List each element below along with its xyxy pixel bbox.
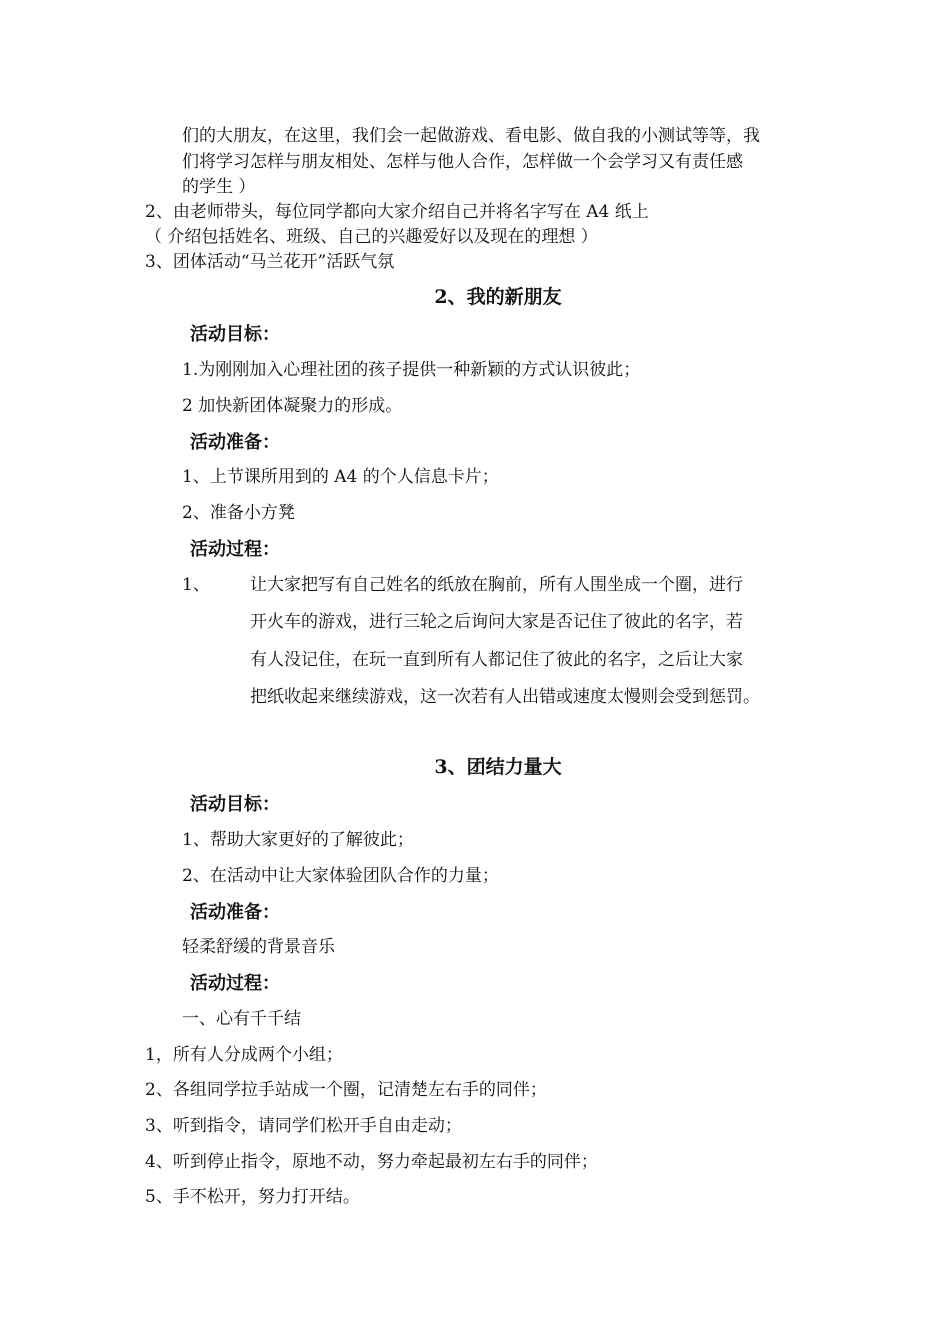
section-2-goal-1: 1.为刚刚加入心理社团的孩子提供一种新颖的方式认识彼此； <box>182 360 641 380</box>
intro-item-2: 2、由老师带头，每位同学都向大家介绍自己并将名字写在 A4 纸上 <box>145 202 649 222</box>
section-3-step-4: 4、听到停止指令，原地不动，努力牵起最初左右手的同伴； <box>145 1152 598 1172</box>
section-2-process-line-3: 有人没记住，在玩一直到所有人都记住了彼此的名字，之后让大家 <box>250 650 743 670</box>
section-3-prep-heading: 活动准备： <box>190 902 280 923</box>
section-2-process-number: 1、 <box>182 575 210 595</box>
section-3-title: 3、团结力量大 <box>434 756 562 778</box>
intro-item-3: 3、团体活动“马兰花开”活跃气氛 <box>145 252 395 272</box>
intro-item-2-note: （ 介绍包括姓名、班级、自己的兴趣爱好以及现在的理想 ） <box>145 227 598 247</box>
section-3-goal-heading: 活动目标： <box>190 794 280 815</box>
section-2-goal-heading: 活动目标： <box>190 324 280 345</box>
section-3-process-heading: 活动过程： <box>190 973 280 994</box>
section-2-prep-1: 1、上节课所用到的 A4 的个人信息卡片； <box>182 467 499 487</box>
section-3-goal-2: 2、在活动中让大家体验团队合作的力量； <box>182 866 499 886</box>
section-2-process-line-4: 把纸收起来继续游戏，这一次若有人出错或速度太慢则会受到惩罚。 <box>250 687 760 707</box>
section-2-process-heading: 活动过程： <box>190 539 280 560</box>
section-3-step-2: 2、各组同学拉手站成一个圈，记清楚左右手的同伴； <box>145 1080 547 1100</box>
section-3-step-5: 5、手不松开，努力打开结。 <box>145 1187 360 1207</box>
section-2-process-line-1: 让大家把写有自己姓名的纸放在胸前，所有人围坐成一个圈，进行 <box>250 575 743 595</box>
section-3-goal-1: 1、帮助大家更好的了解彼此； <box>182 830 414 850</box>
intro-line-2: 们将学习怎样与朋友相处、怎样与他人合作，怎样做一个会学习又有责任感 <box>182 152 743 172</box>
section-2-title: 2、我的新朋友 <box>434 286 562 308</box>
section-2-goal-2: 2 加快新团体凝聚力的形成。 <box>182 396 403 416</box>
section-3-sub-title: 一、心有千千结 <box>182 1009 301 1029</box>
section-2-prep-2: 2、准备小方凳 <box>182 503 295 523</box>
intro-line-1: 们的大朋友，在这里，我们会一起做游戏、看电影、做自我的小测试等等，我 <box>182 126 760 146</box>
section-2-process-line-2: 开火车的游戏，进行三轮之后询问大家是否记住了彼此的名字，若 <box>250 612 743 632</box>
section-3-step-1: 1，所有人分成两个小组； <box>145 1045 343 1065</box>
section-2-prep-heading: 活动准备： <box>190 432 280 453</box>
intro-line-3: 的学生 ） <box>182 177 256 197</box>
section-3-step-3: 3、听到指令，请同学们松开手自由走动； <box>145 1116 462 1136</box>
section-3-prep-text: 轻柔舒缓的背景音乐 <box>182 937 335 957</box>
